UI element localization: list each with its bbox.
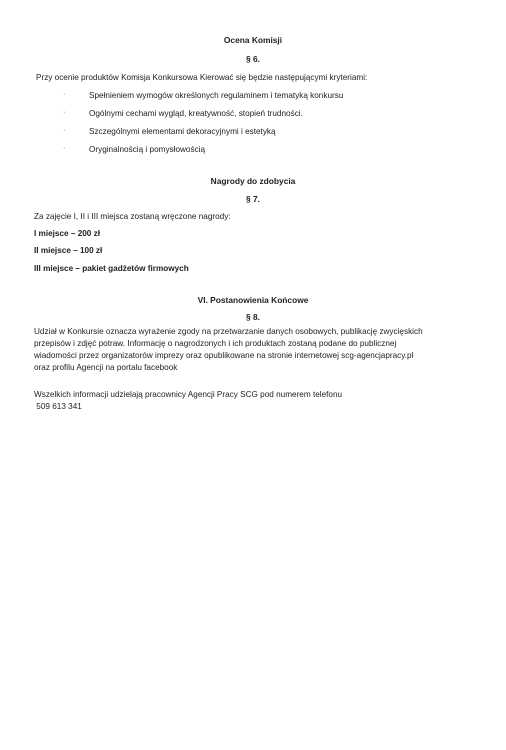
paragraph-sign-7: § 7. [246, 194, 260, 204]
bullet-icon: · [63, 91, 66, 98]
criteria-item-text: Oryginalnością i pomysłowością [89, 145, 206, 154]
bullet-icon: · [63, 109, 66, 116]
criteria-item [63, 144, 205, 155]
criteria-item-text: Spełnieniem wymogów określonych regulaminem i tematyką konkursu [89, 91, 344, 100]
paragraph-sign-6: § 6. [246, 54, 260, 64]
prize-item: III miejsce – pakiet gadżetów firmowych [34, 264, 189, 273]
final-provisions-line: Udział w Konkursie oznacza wyrażenie zgody na przetwarzanie danych osobowych, publikację zwycięskich [34, 327, 423, 336]
contact-paragraph [34, 389, 484, 413]
bullet-icon: · [63, 127, 66, 134]
section-title-postanowienia: VI. Postanowienia Końcowe [197, 295, 309, 305]
criteria-item [63, 126, 276, 137]
prize-item: II miejsce – 100 zł [34, 246, 103, 255]
prizes-intro: Za zajęcie I, II i III miejsca zostaną wręczone nagrody: [34, 212, 231, 221]
criteria-item [63, 108, 303, 119]
paragraph-sign-8: § 8. [246, 312, 260, 322]
section-title-nagrody: Nagrody do zdobycia [210, 176, 296, 186]
criteria-item [63, 90, 343, 101]
criteria-intro: Przy ocenie produktów Komisja Konkursowa Kierować się będzie następującymi kryteriami: [36, 73, 368, 82]
final-provisions-paragraph [34, 326, 484, 374]
contact-line: Wszelkich informacji udzielają pracownicy Agencji Pracy SCG pod numerem telefonu [34, 390, 343, 399]
final-provisions-line: oraz profilu Agencji na portalu facebook [34, 362, 178, 372]
final-provisions-line: wiadomości przez organizatorów imprezy oraz opublikowane na stronie internetowej scg-agencjapracy.pl [34, 350, 414, 360]
contact-phone: 509 613 341 [34, 401, 82, 411]
criteria-item-text: Szczególnymi elementami dekoracyjnymi i estetyką [89, 127, 276, 136]
section-title-ocena-komisji: Ocena Komisji [223, 35, 283, 45]
bullet-icon: · [63, 145, 66, 152]
criteria-item-text: Ogólnymi cechami wygląd, kreatywność, stopień trudności. [89, 109, 303, 118]
prize-item: I miejsce – 200 zł [34, 229, 100, 238]
final-provisions-line: przepisów i zdjęć potraw. Informację o nagrodzonych i ich produktach zostaną podane do publicznej [34, 338, 397, 348]
